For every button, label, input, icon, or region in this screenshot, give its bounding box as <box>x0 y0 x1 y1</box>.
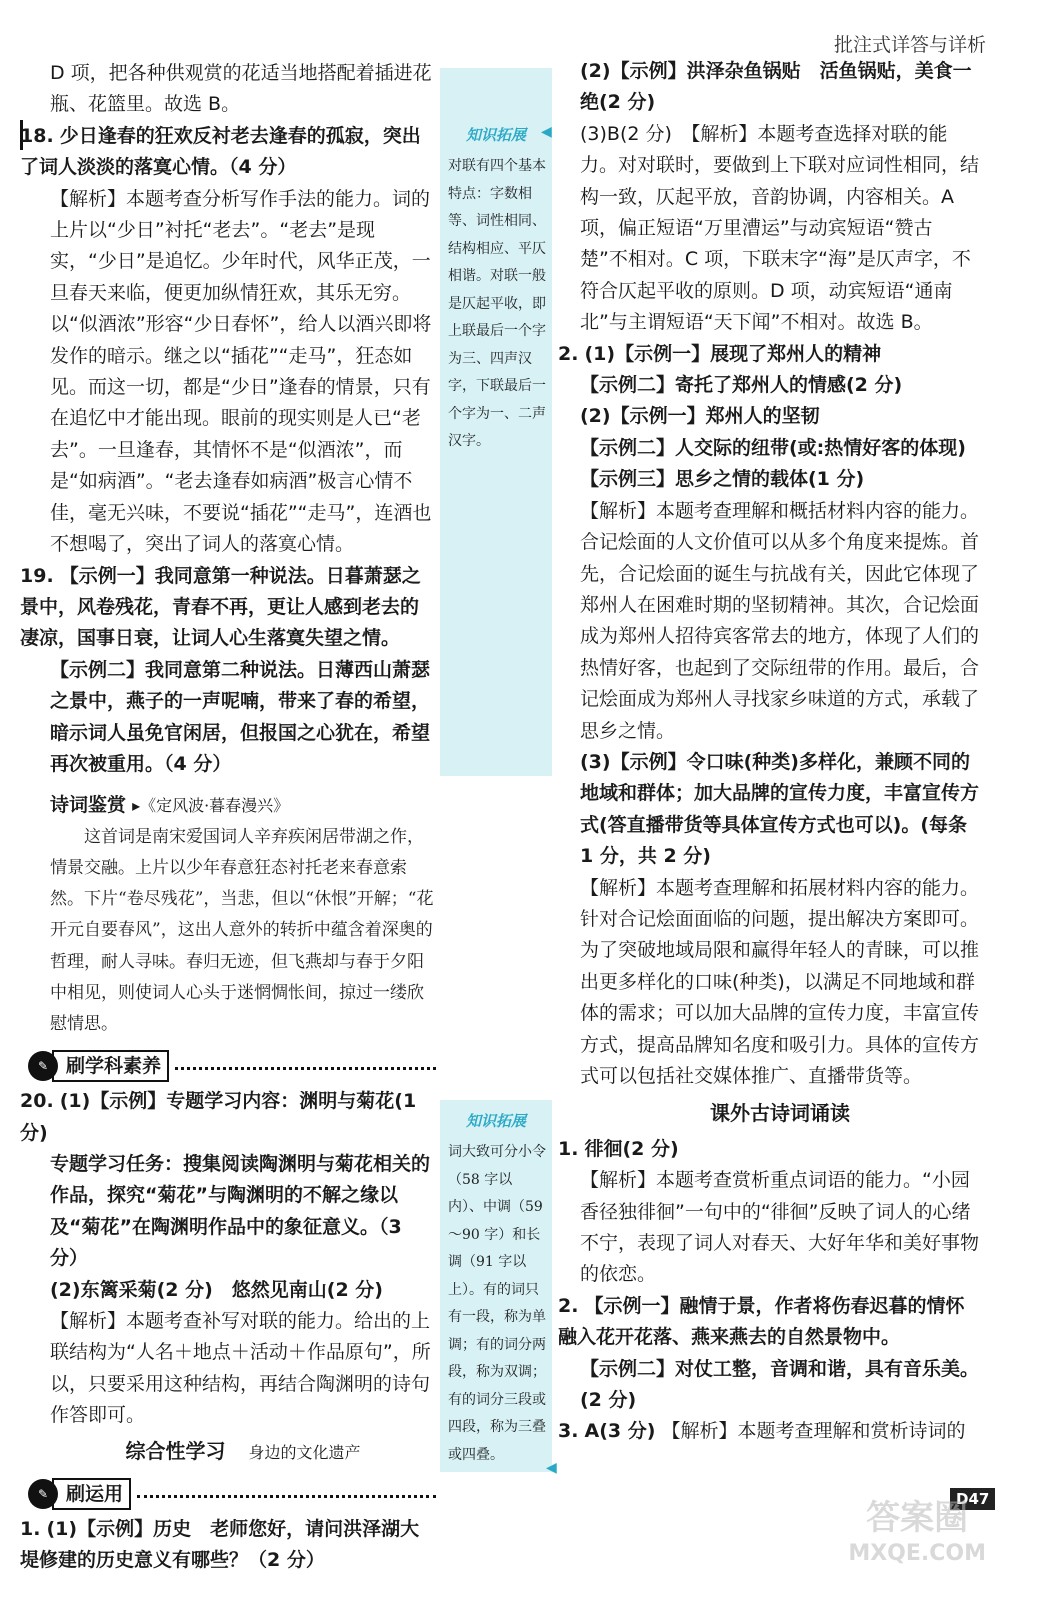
q2-part2-ex3: 【示例三】思乡之情的载体(1 分) <box>580 468 865 491</box>
q1-part1 <box>20 1514 436 1577</box>
knowledge-box-title: 知识拓展 <box>465 1112 526 1130</box>
section-comprehensive-study-title: 综合性学习 <box>125 1438 226 1463</box>
r2-example-one-text: 【示例一】融情于景，作者将伤春迟暮的情怀融入花开花落、燕来燕去的自然景物中。 <box>558 1294 965 1349</box>
q20-part1 <box>20 1086 436 1149</box>
r1-answer <box>558 1134 980 1165</box>
q20-analysis: 【解析】本题考查补写对联的能力。给出的上联结构为“人名＋地点＋活动＋作品原句”，所以，只要采用这种结构，再结合陶渊明的诗句作答即可。 <box>50 1310 431 1427</box>
q18-number: 18. <box>20 124 54 147</box>
right-column <box>558 56 980 1448</box>
q19-number: 19. <box>20 564 54 587</box>
left-column <box>20 58 436 1577</box>
q18-answer <box>20 121 436 184</box>
knowledge-box-title: 知识拓展 <box>465 126 526 144</box>
q2-part2-ex1: (2)【示例一】郑州人的坚韧 <box>580 405 820 428</box>
q18-answer-text: 少日逢春的狂欢反衬老去逢春的孤寂，突出了词人淡淡的落寞心情。（4 分） <box>20 124 421 179</box>
section-classical-poetry: 课外古诗词诵读 <box>710 1101 850 1126</box>
q1-number: 1. <box>20 1518 41 1541</box>
q20-part1-text: (1)【示例】专题学习内容：渊明与菊花(1 分) <box>20 1090 417 1144</box>
r2-example-two: 【示例二】对仗工整，音调和谐，具有音乐美。(2 分) <box>580 1357 980 1412</box>
r2-number: 2. <box>558 1294 579 1317</box>
banner-subject-literacy <box>28 1050 436 1082</box>
r3-answer-text: A(3 分) <box>584 1420 656 1443</box>
page-header-title: 批注式详答与详析 <box>833 34 986 56</box>
poem-title: ▸《定风波·暮春漫兴》 <box>132 796 290 816</box>
brush-badge-icon: ✎ <box>28 1051 58 1081</box>
q1-part3: (3)B(2 分) 【解析】本题考查选择对联的能力。对对联时，要做到上下联对应词性相同，结构一致，仄起平放，音韵协调，内容相关。A 项，偏正短语“万里漕运”与动宾短语“赞古楚”不相对。C 项，下联末字“海”是仄声字，不符合仄起平收的原则。D 项，动宾短语“通南北”与主谓短语“天下闻”不相对。故选 B。 <box>580 122 980 334</box>
arrow-left-icon: ◀ <box>541 124 552 140</box>
q18-analysis: 【解析】本题考查分析写作手法的能力。词的上片以“少日”衬托“老去”。“老去”是现实，“少日”是追忆。少年时代，风华正茂，一旦春天来临，便更加纵情狂欢，其乐无穷。以“似酒浓”形容“少日春怀”，给人以酒兴即将发作的暗示。继之以“插花”“走马”，狂态如见。而这一切，都是“少日”逢春的情景，只有在追忆中才能出现。眼前的现实则是人已“老去”。一旦逢春，其情怀不是“似酒浓”，而是“如病酒”。“老去逢春如病酒”极言心情不佳，毫无兴味，不要说“插花”“走马”，连酒也不想喝了，突出了词人的落寞心情。 <box>50 187 432 556</box>
q20-number: 20. <box>20 1090 54 1113</box>
banner-application <box>28 1478 436 1510</box>
q2-part2-ex2: 【示例二】人交际的纽带(或:热情好客的体现) <box>580 436 966 459</box>
watermark-top: 答案圈 <box>866 1498 969 1538</box>
section-comprehensive-study <box>50 1436 436 1468</box>
poem-appreciation-label: 诗词鉴赏 <box>50 794 127 817</box>
section-comprehensive-study-subtitle: 身边的文化遗产 <box>248 1442 361 1462</box>
watermark-bottom: MXQE.COM <box>848 1541 986 1566</box>
banner-subject-literacy-label: 刷学科素养 <box>52 1050 169 1082</box>
poem-appreciation-text: 这首词是南宋爱国词人辛弃疾闲居带湖之作，情景交融。上片以少年春意狂态衬托老来春意索然。下片“卷尽残花”，当悲，但以“休恨”开解；“花开元自要春风”，这出人意外的转折中蕴含着深奥的哲理，耐人寻味。春归无迹，但飞燕却与春于夕阳中相见，则使词人心头于迷惘惆怅间，掠过一缕欣慰情思。 <box>50 826 434 1034</box>
watermark-logo <box>848 1500 986 1572</box>
brush-badge-icon: ✎ <box>28 1479 58 1509</box>
r1-number: 1. <box>558 1137 579 1160</box>
banner-dotted-rule <box>137 1495 436 1498</box>
arrow-left-icon: ◀ <box>546 1460 557 1476</box>
knowledge-box-text: 词大致可分小令（58 字以内）、中调（59～90 字）和长调（91 字以上）。有的词只有一段，称为单调；有的词分两段，称为双调；有的词分三段或四段，称为三叠或四叠。 <box>448 1144 546 1463</box>
q2-part1-ex1 <box>558 339 980 370</box>
banner-dotted-rule <box>175 1067 436 1070</box>
r1-analysis: 【解析】本题考查赏析重点词语的能力。“小园香径独徘徊”一句中的“徘徊”反映了词人的心绪不宁，表现了词人对春天、大好年华和美好事物的依恋。 <box>580 1169 980 1286</box>
banner-application-label: 刷运用 <box>52 1478 131 1510</box>
q2-analysis-2: 【解析】本题考查理解和拓展材料内容的能力。针对合记烩面面临的问题，提出解决方案即可。为了突破地域局限和赢得年轻人的青睐，可以推出更多样化的口味(种类)，以满足不同地域和群体的需求；可以加大品牌的宣传力度，丰富宣传方式，提高品牌知名度和吸引力。具体的宣传方式可以包括社交媒体推广、直播带货等。 <box>580 876 980 1087</box>
q2-part1-ex1-text: (1)【示例一】展现了郑州人的精神 <box>584 342 882 365</box>
q19-example-two: 【示例二】我同意第二种说法。日薄西山萧瑟之景中，燕子的一声呢喃，带来了春的希望，暗示词人虽免官闲居，但报国之心犹在，希望再次被重用。（4 分） <box>50 658 431 775</box>
knowledge-box-couplets <box>440 68 552 776</box>
q2-part3: (3)【示例】令口味(种类)多样化，兼顾不同的地域和群体；加大品牌的宣传力度，丰富宣传方式(答直播带货等具体宣传方式也可以)。(每条 1 分，共 2 分) <box>580 750 980 868</box>
r3-number: 3. <box>558 1420 579 1443</box>
q1-part1-text: (1)【示例】历史 老师您好，请问洪泽湖大堤修建的历史意义有哪些？（2 分） <box>20 1518 420 1572</box>
knowledge-box-text: 对联有四个基本特点：字数相等、词性相同、结构相应、平仄相谐。对联一般是仄起平收，即上联最后一个字为三、四声汉字，下联最后一个字为一、二声汉字。 <box>448 158 546 449</box>
q19-example-one <box>20 561 436 655</box>
r3-answer <box>558 1416 980 1447</box>
intro-text: D 项，把各种供观赏的花适当地搭配着插进花瓶、花篮里。故选 B。 <box>50 62 432 116</box>
knowledge-box-ci-forms <box>440 1100 552 1472</box>
q2-number: 2. <box>558 342 579 365</box>
r1-answer-text: 徘徊(2 分) <box>584 1137 679 1160</box>
q20-part2: (2)东篱采菊(2 分) 悠然见南山(2 分) <box>50 1278 383 1301</box>
q19-example-one-text: 【示例一】我同意第一种说法。日暮萧瑟之景中，风卷残花，青春不再，更让人感到老去的凄凉，国事日衰，让词人心生落寞失望之情。 <box>20 564 421 650</box>
q2-analysis-1: 【解析】本题考查理解和概括材料内容的能力。合记烩面的人文价值可以从多个角度来提炼。首先，合记烩面的诞生与抗战有关，因此它体现了郑州人在困难时期的坚韧精神。其次，合记烩面成为郑州人招待宾客常去的地方，体现了人们的热情好客，也起到了交际纽带的作用。最后，合记烩面成为郑州人寻找家乡味道的方式，承载了思乡之情。 <box>580 499 980 742</box>
r3-analysis-text: 【解析】本题考查理解和赏析诗词的 <box>661 1420 966 1443</box>
r2-example-one <box>558 1291 980 1354</box>
q20-task: 专题学习任务：搜集阅读陶渊明与菊花相关的作品，探究“菊花”与陶渊明的不解之缘以及“菊花”在陶渊明作品中的象征意义。（3 分） <box>50 1152 431 1270</box>
page-number: D47 <box>950 1488 995 1510</box>
q2-part1-ex2: 【示例二】寄托了郑州人的情感(2 分) <box>580 374 903 397</box>
poem-appreciation-heading <box>50 790 436 821</box>
q1-part2: (2)【示例】洪泽杂鱼锅贴 活鱼锅贴，美食一绝(2 分) <box>580 60 972 114</box>
